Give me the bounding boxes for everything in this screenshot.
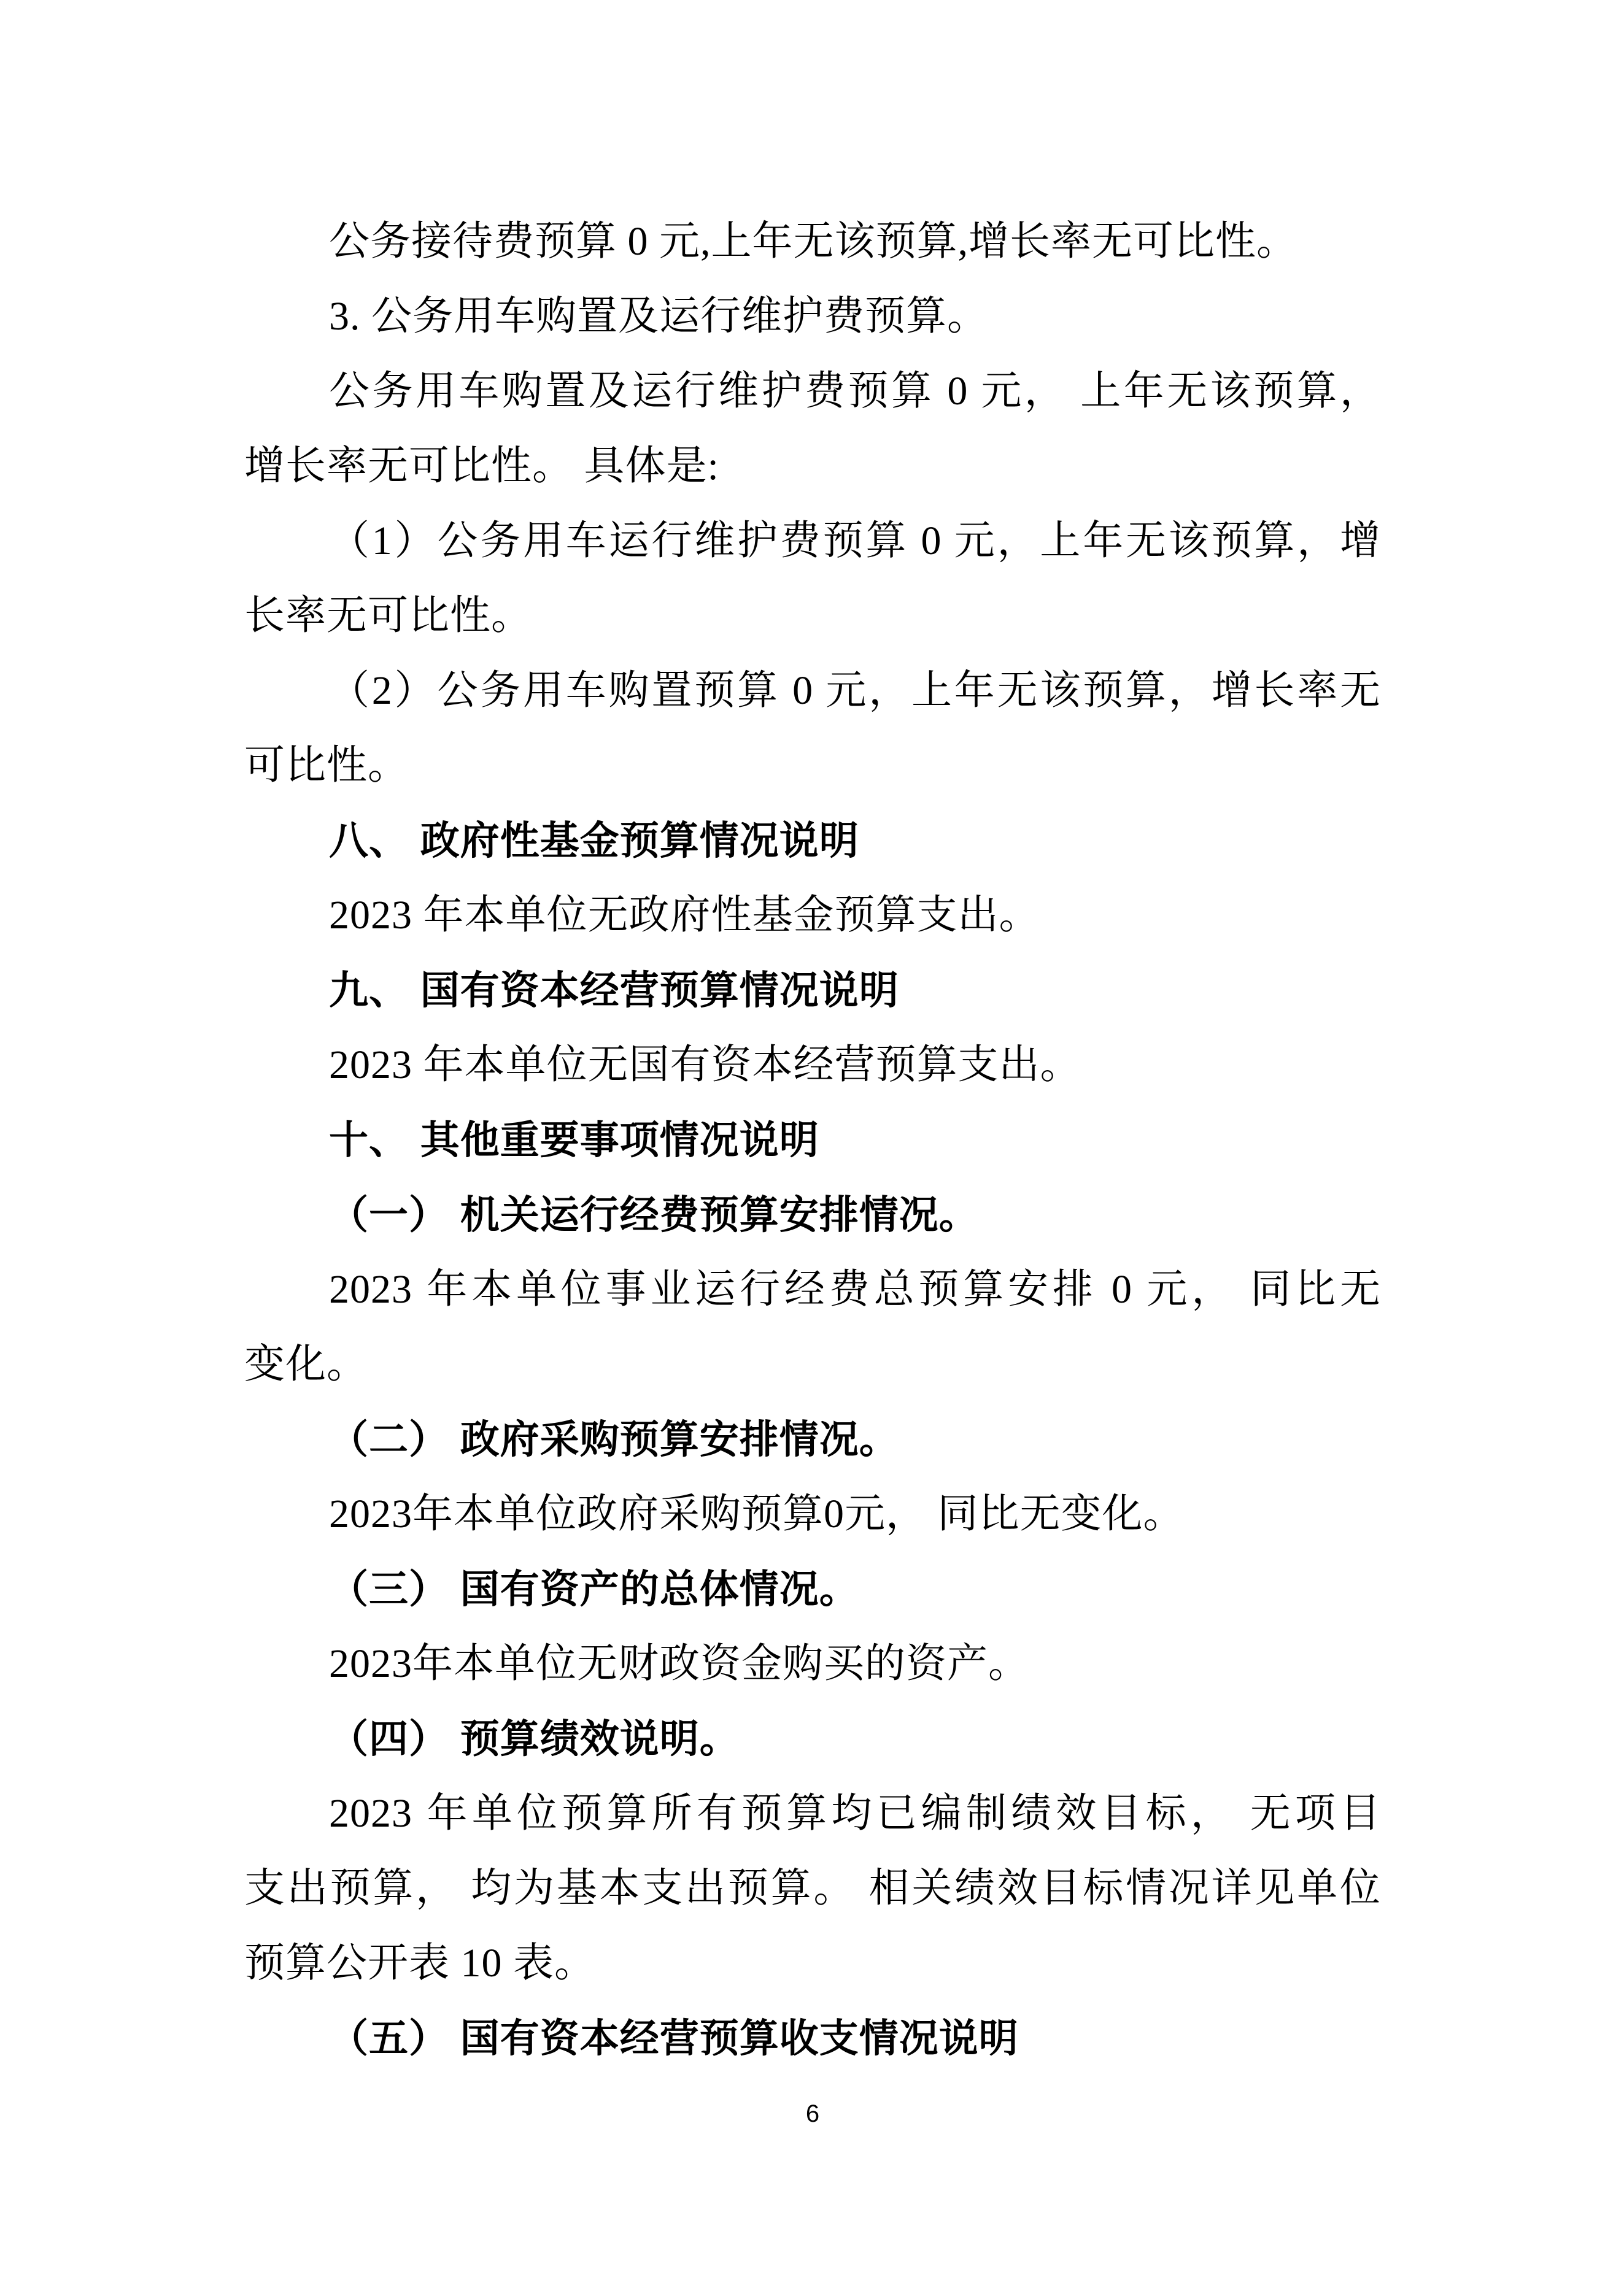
paragraph-line: 3. 公务用车购置及运行维护费预算。 [329,294,988,339]
paragraph-line: 2023 年单位预算所有预算均已编制绩效目标， 无项目 [329,1791,1381,1836]
section-heading: （四） 预算绩效说明。 [329,1717,740,1761]
section-heading: （一） 机关运行经费预算安排情况。 [329,1193,979,1237]
paragraph-line: 公务用车购置及运行维护费预算 0 元， 上年无该预算， [329,369,1381,414]
section-heading: 九、 国有资本经营预算情况说明 [329,968,899,1012]
section-heading: （五） 国有资本经营预算收支情况说明 [329,2016,1019,2060]
paragraph-line: 可比性。 [244,743,409,788]
paragraph-line: 2023 年本单位事业运行经费总预算安排 0 元， 同比无 [329,1267,1381,1312]
paragraph-line: 公务接待费预算 0 元,上年无该预算,增长率无可比性。 [329,219,1297,264]
page-number: 6 [805,2100,820,2127]
paragraph-line: 支出预算， 均为基本支出预算。 相关绩效目标情况详见单位 [244,1866,1381,1911]
paragraph-line: 预算公开表 10 表。 [244,1941,595,1986]
paragraph-line: 2023 年本单位无政府性基金预算支出。 [329,893,1040,938]
paragraph-line: 2023 年本单位无国有资本经营预算支出。 [329,1042,1081,1087]
section-heading: （二） 政府采购预算安排情况。 [329,1417,899,1462]
paragraph-line: 变化。 [244,1342,368,1387]
document-body [244,204,1381,2076]
paragraph-line: 2023年本单位政府采购预算0元， 同比无变化。 [329,1492,1185,1536]
paragraph-line: 增长率无可比性。 具体是: [244,444,719,488]
section-heading: 十、 其他重要事项情况说明 [329,1118,819,1162]
section-heading: 八、 政府性基金预算情况说明 [329,819,859,863]
paragraph-line: 长率无可比性。 [244,593,532,638]
section-heading: （三） 国有资产的总体情况。 [329,1567,859,1611]
paragraph-line: （2）公务用车购置预算 0 元，上年无该预算，增长率无 [329,668,1381,713]
paragraph-line: 2023年本单位无财政资金购买的资产。 [329,1641,1029,1686]
paragraph-line: （1）公务用车运行维护费预算 0 元，上年无该预算，增 [329,518,1381,563]
